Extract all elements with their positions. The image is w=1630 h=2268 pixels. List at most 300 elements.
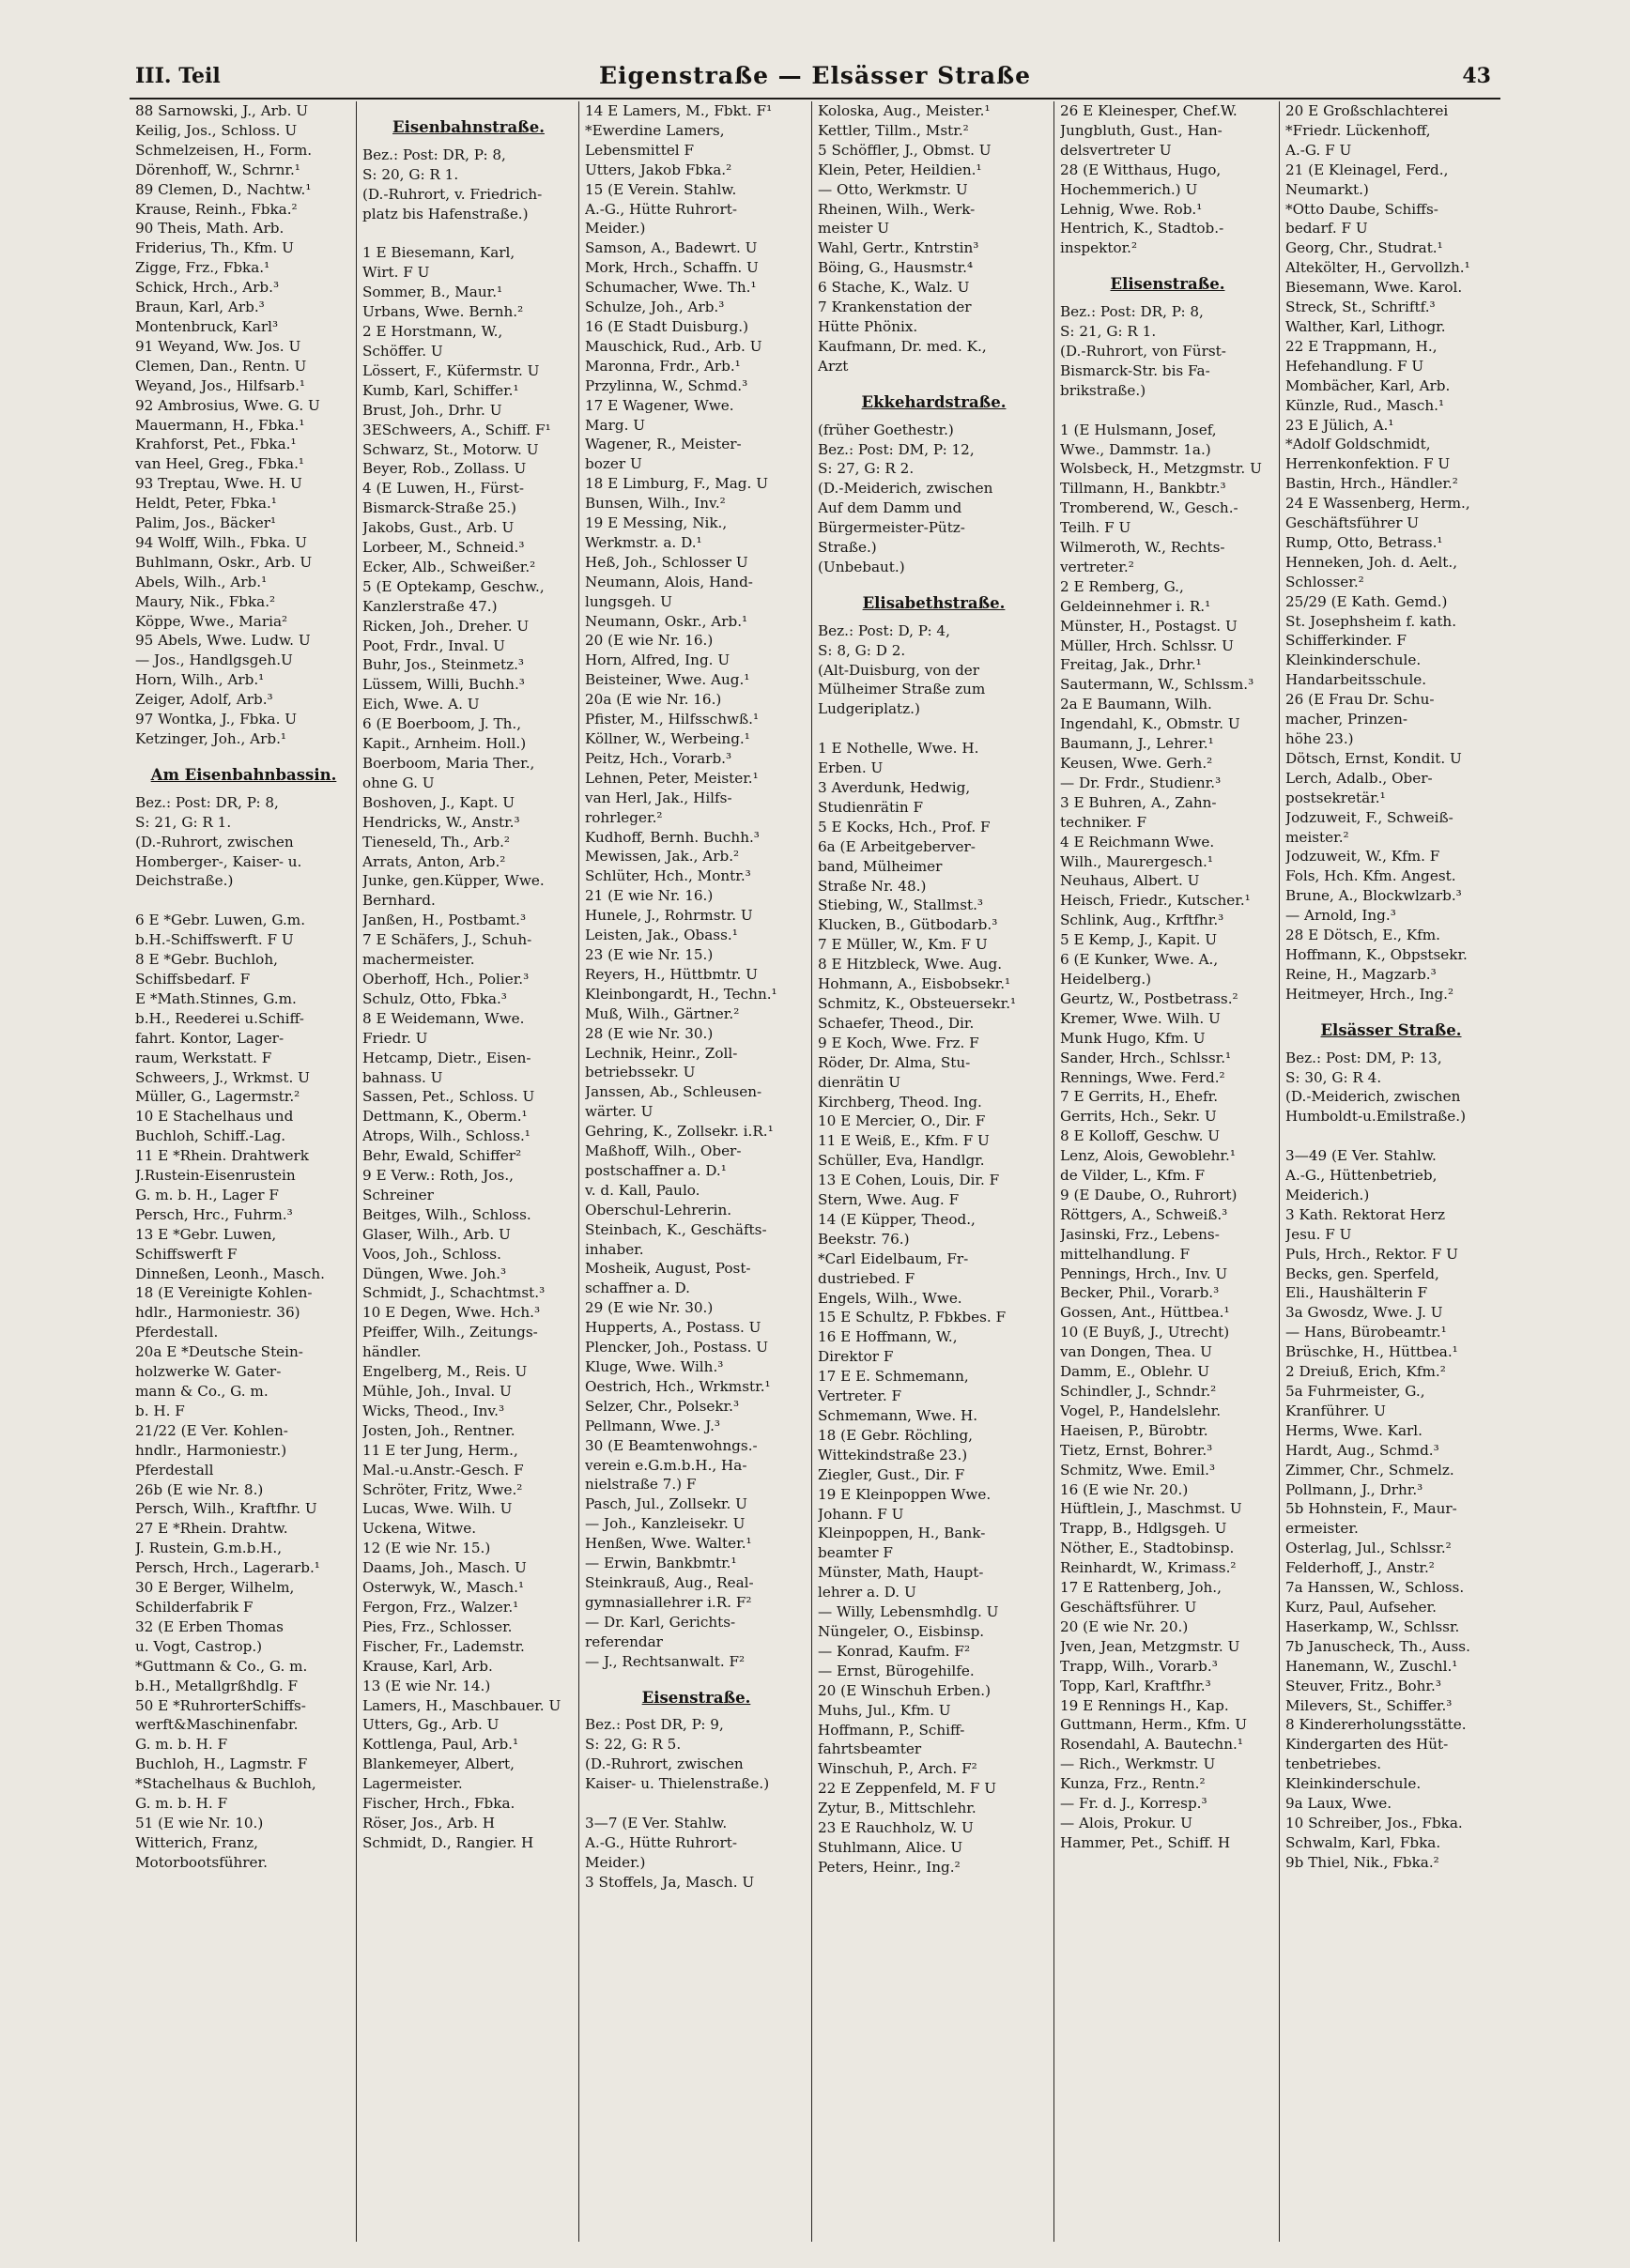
directory-entry: Sander, Hrch., Schlssr.¹ xyxy=(1060,1049,1232,1066)
directory-entry: postsekretär.¹ xyxy=(1285,789,1386,806)
directory-entry: beamter F xyxy=(818,1544,893,1562)
directory-entry: S: 21, G: R 1. xyxy=(1060,323,1157,341)
directory-entry: 3—7 (E Ver. Stahlw. xyxy=(585,1814,728,1831)
directory-entry: Geurtz, W., Postbetrass.² xyxy=(1060,989,1238,1007)
directory-entry: Kudhoff, Bernh. Buchh.³ xyxy=(585,828,760,846)
directory-entry: Voos, Joh., Schloss. xyxy=(362,1245,501,1263)
directory-entry xyxy=(135,891,352,911)
directory-entry: Kindergarten des Hüt- xyxy=(1285,1736,1449,1754)
directory-entry: inspektor.² xyxy=(1060,239,1138,257)
directory-entry: 4 E Reichmann Wwe. xyxy=(1060,833,1215,850)
directory-entry: A.-G. F U xyxy=(1285,141,1352,159)
directory-entry: Tieneseld, Th., Arb.² xyxy=(362,833,511,850)
directory-entry: Pfeiffer, Wilh., Zeitungs- xyxy=(362,1324,538,1341)
directory-entry: 7 E Gerrits, H., Ehefr. xyxy=(1060,1088,1219,1106)
directory-entry: 18 E Limburg, F., Mag. U xyxy=(585,475,768,493)
directory-entry: S: 30, G: R 4. xyxy=(1285,1068,1382,1086)
directory-entry: Oestrich, Hch., Wrkmstr.¹ xyxy=(585,1377,771,1395)
directory-entry: — Otto, Werkmstr. U xyxy=(818,180,968,198)
directory-entry: Friderius, Th., Kfm. U xyxy=(135,239,294,257)
directory-entry: — Hans, Bürobeamtr.¹ xyxy=(1285,1324,1447,1341)
directory-entry: Brust, Joh., Drhr. U xyxy=(362,401,502,419)
directory-entry: 19 E Kleinpoppen Wwe. xyxy=(818,1485,992,1503)
directory-entry: Klucken, B., Gütbodarb.³ xyxy=(818,916,998,934)
directory-entry: Lamers, H., Maschbauer. U xyxy=(362,1696,561,1714)
directory-entry: Kumb, Karl, Schiffer.¹ xyxy=(362,381,519,399)
directory-entry: 17 E Wagener, Wwe. xyxy=(585,396,734,414)
directory-entry xyxy=(1285,1126,1497,1146)
directory-entry: — Ernst, Bürogehilfe. xyxy=(818,1662,975,1679)
directory-entry: Dötsch, Ernst, Kondit. U xyxy=(1285,749,1462,767)
directory-entry: Osterlag, Jul., Schlssr.² xyxy=(1285,1540,1452,1557)
directory-entry: Buhr, Jos., Steinmetz.³ xyxy=(362,656,525,674)
directory-entry: 27 E *Rhein. Drahtw. xyxy=(135,1520,288,1538)
directory-entry: Trapp, Wilh., Vorarb.³ xyxy=(1060,1657,1218,1675)
directory-entry: J.Rustein-Eisenrustein xyxy=(135,1167,296,1185)
directory-entry: platz bis Hafenstraße.) xyxy=(362,205,529,222)
directory-entry: Bernhard. xyxy=(362,892,436,910)
directory-entry: 3 Averdunk, Hedwig, xyxy=(818,779,971,796)
directory-entry: 11 E Weiß, E., Kfm. F U xyxy=(818,1132,990,1150)
directory-entry: Köppe, Wwe., Maria² xyxy=(135,612,288,630)
directory-entry: 8 E Weidemann, Wwe. xyxy=(362,1009,525,1027)
directory-entry: Kaufmann, Dr. med. K., xyxy=(818,337,987,355)
directory-entry: 7a Hanssen, W., Schloss. xyxy=(1285,1579,1465,1597)
directory-entry: 20a (E wie Nr. 16.) xyxy=(585,691,722,709)
directory-entry: Sautermann, W., Schlssm.³ xyxy=(1060,676,1254,694)
directory-entry: Weyand, Jos., Hilfsarb.¹ xyxy=(135,376,305,394)
directory-entry: Bez.: Post: DM, P: 13, xyxy=(1285,1049,1442,1066)
directory-entry: 95 Abels, Wwe. Ludw. U xyxy=(135,632,311,650)
directory-entry: 93 Treptau, Wwe. H. U xyxy=(135,475,302,493)
directory-entry: Mauermann, H., Fbka.¹ xyxy=(135,416,305,434)
directory-entry: 21 (E wie Nr. 16.) xyxy=(585,887,714,905)
directory-entry: Schiffsbedarf. F xyxy=(135,970,251,988)
directory-entry: Maßhoff, Wilh., Ober- xyxy=(585,1142,742,1160)
directory-entry: rohrleger.² xyxy=(585,808,663,826)
directory-entry: Straße Nr. 48.) xyxy=(818,877,927,895)
directory-entry: Bez.: Post: DR, P: 8, xyxy=(135,793,279,811)
directory-entry: 9 E Koch, Wwe. Frz. F xyxy=(818,1034,979,1051)
directory-entry: Bez.: Post: DR, P: 8, xyxy=(1060,303,1204,321)
directory-entry: Freitag, Jak., Drhr.¹ xyxy=(1060,656,1202,674)
directory-entry: Hetcamp, Dietr., Eisen- xyxy=(362,1049,531,1066)
directory-entry: bozer U xyxy=(585,455,642,473)
directory-entry: Sommer, B., Maur.¹ xyxy=(362,284,503,301)
directory-entry: 19 E Rennings H., Kap. xyxy=(1060,1696,1229,1714)
directory-entry: Kottlenga, Paul, Arb.¹ xyxy=(362,1736,519,1754)
directory-entry: G. m. b. H., Lager F xyxy=(135,1186,279,1203)
directory-entry: 17 E Rattenberg, Joh., xyxy=(1060,1579,1222,1597)
directory-entry: S: 27, G: R 2. xyxy=(818,460,915,478)
directory-entry: Zeiger, Adolf, Arb.³ xyxy=(135,691,273,709)
directory-entry: Oberhoff, Hch., Polier.³ xyxy=(362,970,530,988)
street-heading: Elisabethstraße. xyxy=(862,593,1006,612)
directory-entry: — Dr. Karl, Gerichts- xyxy=(585,1613,736,1631)
directory-entry: — Willy, Lebensmhdlg. U xyxy=(818,1603,999,1621)
directory-entry: Bez.: Post: D, P: 4, xyxy=(818,621,950,639)
directory-entry: 7 E Schäfers, J., Schuh- xyxy=(362,931,532,949)
directory-entry: 5a Fuhrmeister, G., xyxy=(1285,1383,1425,1400)
column-4 xyxy=(812,101,1054,2242)
directory-entry: 20 (E Winschuh Erben.) xyxy=(818,1681,992,1699)
directory-entry: Schüller, Eva, Handlgr. xyxy=(818,1152,985,1170)
directory-entry: Milevers, St., Schiffer.³ xyxy=(1285,1696,1453,1714)
directory-entry: ohne G. U xyxy=(362,774,435,791)
directory-entry: Krause, Reinh., Fbka.² xyxy=(135,200,298,218)
directory-entry: Humboldt-u.Emilstraße.) xyxy=(1285,1108,1467,1126)
directory-entry: (D.-Ruhrort, zwischen xyxy=(585,1755,744,1773)
directory-entry: Kleinkinderschule. xyxy=(1285,1775,1422,1793)
directory-entry: (D.-Ruhrort, von Fürst- xyxy=(1060,342,1226,360)
directory-entry: Haserkamp, W., Schlssr. xyxy=(1285,1617,1460,1635)
directory-entry: Nüngeler, O., Eisbinsp. xyxy=(818,1622,985,1640)
directory-entry: Lechnik, Heinr., Zoll- xyxy=(585,1044,738,1062)
directory-entry: Schmelzeisen, H., Form. xyxy=(135,141,313,159)
directory-entry: Ziegler, Gust., Dir. F xyxy=(818,1465,965,1483)
directory-entry: E *Math.Stinnes, G.m. xyxy=(135,989,297,1007)
directory-entry: lehrer a. D. U xyxy=(818,1584,916,1601)
directory-entry: Bismarck-Straße 25.) xyxy=(362,499,516,517)
header-rule xyxy=(130,98,1500,100)
directory-entry: Walther, Karl, Lithogr. xyxy=(1285,317,1446,335)
directory-entry: Sassen, Pet., Schloss. U xyxy=(362,1088,535,1106)
directory-entry: (D.-Meiderich, zwischen xyxy=(1285,1088,1461,1106)
directory-entry: 21/22 (E Ver. Kohlen- xyxy=(135,1421,288,1439)
directory-entry: Reyers, H., Hüttbmtr. U xyxy=(585,965,758,983)
directory-entry: Stuhlmann, Alice. U xyxy=(818,1838,963,1856)
directory-entry: Jakobs, Gust., Arb. U xyxy=(362,519,515,537)
directory-entry: Kleinpoppen, H., Bank- xyxy=(818,1525,986,1542)
directory-entry: Meider.) xyxy=(585,1853,646,1871)
directory-entry: Wicks, Theod., Inv.³ xyxy=(362,1402,505,1419)
directory-entry: Kleinbongardt, H., Techn.¹ xyxy=(585,985,777,1003)
directory-entry: Muhs, Jul., Kfm. U xyxy=(818,1701,951,1719)
directory-entry: Winschuh, P., Arch. F² xyxy=(818,1760,977,1778)
directory-entry: Schaefer, Theod., Dir. xyxy=(818,1014,975,1032)
directory-entry: 6 E *Gebr. Luwen, G.m. xyxy=(135,912,306,929)
directory-entry: 3—49 (E Ver. Stahlw. xyxy=(1285,1147,1437,1165)
directory-entry: 94 Wolff, Wilh., Fbka. U xyxy=(135,533,307,551)
directory-entry: 18 (E Gebr. Röchling, xyxy=(818,1426,973,1444)
directory-entry: Vogel, P., Handelslehr. xyxy=(1060,1402,1222,1419)
directory-entry: 26 E Kleinesper, Chef.W. xyxy=(1060,102,1238,119)
directory-entry: v. d. Kall, Paulo. xyxy=(585,1181,700,1199)
directory-entry: Hochemmerich.) U xyxy=(1060,180,1198,198)
directory-entry: A.-G., Hüttenbetrieb, xyxy=(1285,1167,1438,1185)
directory-entry: schaffner a. D. xyxy=(585,1280,690,1297)
directory-entry: Kanzlerstraße 47.) xyxy=(362,597,498,615)
directory-entry: 2a E Baumann, Wilh. xyxy=(1060,696,1212,713)
directory-entry: Johann. F U xyxy=(818,1505,904,1523)
directory-entry: 16 (E Stadt Duisburg.) xyxy=(585,317,749,335)
directory-entry: Bürgermeister-Pütz- xyxy=(818,519,965,537)
directory-entry: Persch, Hrch., Lagerarb.¹ xyxy=(135,1559,320,1577)
directory-entry: G. m. b. H. F xyxy=(135,1795,228,1813)
column-3 xyxy=(579,101,812,2242)
directory-entry: Wagener, R., Meister- xyxy=(585,436,742,453)
directory-entry: Witterich, Franz, xyxy=(135,1833,258,1851)
directory-entry: Schwalm, Karl, Fbka. xyxy=(1285,1833,1441,1851)
directory-entry: Schulze, Joh., Arb.³ xyxy=(585,299,725,316)
directory-entry: Utters, Jakob Fbka.² xyxy=(585,161,732,178)
directory-entry: Haeisen, P., Bürobtr. xyxy=(1060,1421,1208,1439)
directory-entry: Stern, Wwe. Aug. F xyxy=(818,1191,960,1209)
directory-entry: Maury, Nik., Fbka.² xyxy=(135,592,276,610)
directory-entry: 20 (E wie Nr. 20.) xyxy=(1060,1617,1189,1635)
directory-entry: — Fr. d. J., Korresp.³ xyxy=(1060,1795,1207,1813)
directory-entry: 50 E *RuhrorterSchiffs- xyxy=(135,1696,306,1714)
directory-entry: Dörenhoff, W., Schrnr.¹ xyxy=(135,161,300,178)
directory-entry: Bunsen, Wilh., Inv.² xyxy=(585,495,726,513)
directory-entry: Herms, Wwe. Karl. xyxy=(1285,1421,1422,1439)
page-header xyxy=(130,54,1500,100)
directory-entry: Schmemann, Wwe. H. xyxy=(818,1407,978,1424)
directory-entry: Hammer, Pet., Schiff. H xyxy=(1060,1833,1231,1851)
directory-entry: Lössert, F., Küfermstr. U xyxy=(362,361,540,379)
directory-entry: 9 (E Daube, O., Ruhrort) xyxy=(1060,1186,1238,1203)
directory-entry: 8 E Kolloff, Geschw. U xyxy=(1060,1127,1221,1145)
directory-entry: Neumann, Oskr., Arb.¹ xyxy=(585,612,748,630)
directory-entry: Rosendahl, A. Bautechn.¹ xyxy=(1060,1736,1243,1754)
directory-entry: b.H.-Schiffswerft. F U xyxy=(135,931,294,949)
directory-entry: — Erwin, Bankbmtr.¹ xyxy=(585,1555,737,1572)
directory-entry: Fischer, Hrch., Fbka. xyxy=(362,1795,515,1813)
directory-entry: Mühle, Joh., Inval. U xyxy=(362,1383,512,1400)
directory-entry: Topp, Karl, Kraftfhr.³ xyxy=(1060,1677,1211,1694)
directory-entry: 10 E Degen, Wwe. Hch.³ xyxy=(362,1304,541,1322)
directory-entry: 10 Schreiber, Jos., Fbka. xyxy=(1285,1814,1463,1831)
directory-entry: Reinhardt, W., Krimass.² xyxy=(1060,1559,1237,1577)
directory-entry: wärter. U xyxy=(585,1103,654,1121)
column-5 xyxy=(1054,101,1280,2242)
directory-entry: Boerboom, Maria Ther., xyxy=(362,755,535,772)
directory-entry: Beitges, Wilh., Schloss. xyxy=(362,1205,531,1223)
directory-entry: *Otto Daube, Schiffs- xyxy=(1285,200,1438,218)
column-6 xyxy=(1280,101,1500,2242)
directory-entry: Georg, Chr., Studrat.¹ xyxy=(1285,239,1443,257)
directory-entry: G. m. b. H. F xyxy=(135,1736,228,1754)
directory-entry: 3 Stoffels, Ja, Masch. U xyxy=(585,1873,755,1891)
directory-entry: Becks, gen. Sperfeld, xyxy=(1285,1264,1439,1282)
directory-entry: Kremer, Wwe. Wilh. U xyxy=(1060,1009,1221,1027)
directory-entry: van Dongen, Thea. U xyxy=(1060,1343,1212,1361)
directory-entry: Schmitz, Wwe. Emil.³ xyxy=(1060,1461,1216,1479)
directory-entry: gymnasiallehrer i.R. F² xyxy=(585,1593,752,1611)
directory-entry: S: 22, G: R 5. xyxy=(585,1736,682,1754)
directory-entry: Müller, Hrch. Schlssr. U xyxy=(1060,636,1234,654)
directory-entry: Schlink, Aug., Krftfhr.³ xyxy=(1060,912,1224,929)
directory-entry: 10 (E Buyß, J., Utrecht) xyxy=(1060,1324,1230,1341)
directory-entry: 7b Januscheck, Th., Auss. xyxy=(1285,1637,1470,1655)
directory-entry: Oberschul-Lehrerin. xyxy=(585,1201,732,1218)
directory-entry: höhe 23.) xyxy=(1285,730,1354,747)
directory-entry: Nöther, E., Stadtobinsp. xyxy=(1060,1540,1235,1557)
directory-entry: Vertreter. F xyxy=(818,1387,902,1405)
directory-entry: Direktor F xyxy=(818,1348,894,1366)
directory-entry: Jodzuweit, W., Kfm. F xyxy=(1285,848,1440,866)
directory-entry: 6 Stache, K., Walz. U xyxy=(818,279,970,297)
directory-entry: Janssen, Ab., Schleusen- xyxy=(585,1083,762,1101)
directory-entry: Steinkrauß, Aug., Real- xyxy=(585,1573,754,1591)
directory-entry: Heß, Joh., Schlosser U xyxy=(585,553,748,571)
directory-entry: 19 E Messing, Nik., xyxy=(585,514,728,532)
directory-entry: 13 (E wie Nr. 14.) xyxy=(362,1677,491,1694)
directory-entry: 2 E Remberg, G., xyxy=(1060,577,1184,595)
directory-entry: — Arnold, Ing.³ xyxy=(1285,907,1396,925)
directory-entry: (D.-Ruhrort, zwischen xyxy=(135,833,294,850)
directory-entry: Behr, Ewald, Schiffer² xyxy=(362,1147,522,1165)
directory-entry: Röttgers, A., Schweiß.³ xyxy=(1060,1205,1228,1223)
directory-entry: Abels, Wilh., Arb.¹ xyxy=(135,573,268,590)
directory-entry: — Dr. Frdr., Studienr.³ xyxy=(1060,774,1222,791)
directory-entry: Münster, Math, Haupt- xyxy=(818,1564,984,1582)
directory-entry: Engels, Wilh., Wwe. xyxy=(818,1289,962,1307)
directory-entry: (D.-Ruhrort, v. Friedrich- xyxy=(362,185,543,203)
directory-entry: 1 E Biesemann, Karl, xyxy=(362,244,515,262)
directory-entry: Utters, Gg., Arb. U xyxy=(362,1716,500,1734)
directory-entry: Hunele, J., Rohrmstr. U xyxy=(585,907,753,925)
directory-entry: 9a Laux, Wwe. xyxy=(1285,1795,1392,1813)
directory-entry: 1 (E Hulsmann, Josef, xyxy=(1060,421,1217,438)
directory-entry: Baumann, J., Lehrer.¹ xyxy=(1060,735,1214,753)
directory-entry: *Ewerdine Lamers, xyxy=(585,121,725,139)
directory-entry: Bismarck-Str. bis Fa- xyxy=(1060,361,1210,379)
directory-entry: Hüftlein, J., Maschmst. U xyxy=(1060,1500,1242,1518)
directory-entry: Pennings, Hrch., Inv. U xyxy=(1060,1264,1228,1282)
directory-entry: Osterwyk, W., Masch.¹ xyxy=(362,1579,525,1597)
directory-entry: Köllner, W., Werbeing.¹ xyxy=(585,730,750,747)
directory-entry: Werkmstr. a. D.¹ xyxy=(585,533,702,551)
directory-entry: 32 (E Erben Thomas xyxy=(135,1617,284,1635)
directory-entry: Kapit., Arnheim. Holl.) xyxy=(362,735,527,753)
section-label: III. Teil xyxy=(135,64,221,88)
directory-entry: — Jos., Handlgsgeh.U xyxy=(135,651,293,669)
directory-entry: Neumarkt.) xyxy=(1285,180,1369,198)
directory-entry: 92 Ambrosius, Wwe. G. U xyxy=(135,396,320,414)
directory-entry: Boshoven, J., Kapt. U xyxy=(362,793,515,811)
directory-entry: Mauschick, Rud., Arb. U xyxy=(585,337,762,355)
directory-entry: Buchloh, H., Lagmstr. F xyxy=(135,1755,308,1773)
directory-entry: Lorbeer, M., Schneid.³ xyxy=(362,539,525,557)
directory-entry: Koloska, Aug., Meister.¹ xyxy=(818,102,991,119)
directory-entry: Ricken, Joh., Dreher. U xyxy=(362,617,530,635)
directory-entry: delsvertreter U xyxy=(1060,141,1172,159)
directory-entry: Zimmer, Chr., Schmelz. xyxy=(1285,1461,1454,1479)
directory-entry: 21 (E Kleinagel, Ferd., xyxy=(1285,161,1449,178)
directory-entry: Beisteiner, Wwe. Aug.¹ xyxy=(585,671,750,689)
directory-entry: Rheinen, Wilh., Werk- xyxy=(818,200,976,218)
directory-entry: Persch, Hrc., Fuhrm.³ xyxy=(135,1205,293,1223)
directory-entry: van Herl, Jak., Hilfs- xyxy=(585,789,732,806)
directory-entry: *Friedr. Lückenhoff, xyxy=(1285,121,1431,139)
directory-entry: Marg. U xyxy=(585,416,646,434)
directory-entry: Jesu. F U xyxy=(1285,1225,1352,1243)
directory-entry: ermeister. xyxy=(1285,1520,1359,1538)
directory-entry: Ingendahl, K., Obmstr. U xyxy=(1060,715,1240,733)
directory-entry: (früher Goethestr.) xyxy=(818,421,954,438)
directory-entry: Geldeinnehmer i. R.¹ xyxy=(1060,597,1211,615)
directory-entry: macher, Prinzen- xyxy=(1285,711,1407,728)
street-heading: Elisenstraße. xyxy=(1110,275,1225,294)
directory-entry: Lagermeister. xyxy=(362,1775,463,1793)
directory-entry: (Unbebaut.) xyxy=(818,558,905,575)
directory-entry: Schmidt, D., Rangier. H xyxy=(362,1833,534,1851)
directory-entry: Teilh. F U xyxy=(1060,519,1131,537)
directory-entry: meister.² xyxy=(1285,828,1349,846)
directory-entry: Deichstraße.) xyxy=(135,872,234,890)
directory-entry: 5 E Kemp, J., Kapit. U xyxy=(1060,931,1218,949)
street-heading: Am Eisenbahnbassin. xyxy=(150,765,337,784)
directory-entry xyxy=(818,719,1050,739)
directory-entry: Schöffer. U xyxy=(362,342,443,360)
directory-entry: 3a Gwosdz, Wwe. J. U xyxy=(1285,1304,1443,1322)
directory-entry: 97 Wontka, J., Fbka. U xyxy=(135,711,298,728)
directory-entry: Herrenkonfektion. F U xyxy=(1285,455,1451,473)
directory-entry: Jven, Jean, Metzgmstr. U xyxy=(1060,1637,1240,1655)
directory-entry: — Joh., Kanzleisekr. U xyxy=(585,1515,746,1533)
directory-entry: Brune, A., Blockwlzarb.³ xyxy=(1285,887,1462,905)
directory-entry: 7 Krankenstation der xyxy=(818,299,972,316)
directory-entry: Bez.: Post: DM, P: 12, xyxy=(818,440,975,458)
directory-entry: 13 E Cohen, Louis, Dir. F xyxy=(818,1172,1000,1189)
directory-entry: Meider.) xyxy=(585,220,646,238)
directory-entry: 8 E *Gebr. Buchloh, xyxy=(135,951,278,969)
directory-entry: Tietz, Ernst, Bohrer.³ xyxy=(1060,1441,1213,1459)
directory-entry: Kurz, Paul, Aufseher. xyxy=(1285,1598,1437,1616)
directory-entry: bahnass. U xyxy=(362,1068,443,1086)
directory-entry: hndlr., Harmoniestr.) xyxy=(135,1441,287,1459)
directory-entry: Handarbeitsschule. xyxy=(1285,671,1427,689)
directory-entry: Przylinna, W., Schmd.³ xyxy=(585,376,748,394)
directory-entry: Plencker, Joh., Postass. U xyxy=(585,1339,769,1356)
directory-entry: Schulz, Otto, Fbka.³ xyxy=(362,989,507,1007)
street-heading: Ekkehardstraße. xyxy=(861,392,1007,411)
directory-entry: Fergon, Frz., Walzer.¹ xyxy=(362,1598,519,1616)
directory-entry: Wittekindstraße 23.) xyxy=(818,1446,968,1463)
directory-entry: 8 Kindererholungsstätte. xyxy=(1285,1716,1467,1734)
directory-entry: lungsgeh. U xyxy=(585,592,672,610)
directory-entry: Eli., Haushälterin F xyxy=(1285,1284,1428,1302)
directory-entry: Wolsbeck, H., Metzgmstr. U xyxy=(1060,460,1262,478)
directory-entry: Gehring, K., Zollsekr. i.R.¹ xyxy=(585,1123,774,1141)
directory-entry: Kirchberg, Theod. Ing. xyxy=(818,1093,982,1111)
directory-entry: 22 E Trappmann, H., xyxy=(1285,337,1438,355)
directory-entry: Hefehandlung. F U xyxy=(1285,357,1424,375)
directory-entry: 4 (E Luwen, H., Fürst- xyxy=(362,480,524,498)
directory-entry: Poot, Frdr., Inval. U xyxy=(362,636,505,654)
directory-entry: Henßen, Wwe. Walter.¹ xyxy=(585,1535,752,1553)
directory-entry xyxy=(1060,401,1275,421)
column-1 xyxy=(130,101,357,2242)
directory-entry: holzwerke W. Gater- xyxy=(135,1363,282,1381)
directory-entry: 6a (E Arbeitgeberver- xyxy=(818,837,976,855)
directory-entry: u. Vogt, Castrop.) xyxy=(135,1637,263,1655)
directory-entry: Kunza, Frz., Rentn.² xyxy=(1060,1775,1206,1793)
directory-entry: 26 (E Frau Dr. Schu- xyxy=(1285,691,1435,709)
directory-entry: Engelberg, M., Reis. U xyxy=(362,1363,528,1381)
directory-entry: Horn, Wilh., Arb.¹ xyxy=(135,671,265,689)
directory-entry: 7 E Müller, W., Km. F U xyxy=(818,936,988,954)
directory-entry: Lerch, Adalb., Ober- xyxy=(1285,769,1433,787)
directory-entry: 16 (E wie Nr. 20.) xyxy=(1060,1480,1189,1498)
directory-entry: Münster, H., Postagst. U xyxy=(1060,617,1238,635)
directory-entry: S: 8, G: D 2. xyxy=(818,641,906,659)
directory-entry: 15 (E Verein. Stahlw. xyxy=(585,180,737,198)
directory-entry: Leisten, Jak., Obass.¹ xyxy=(585,927,738,944)
directory-entry: Pferdestall. xyxy=(135,1324,219,1341)
directory-entry: 10 E Mercier, O., Dir. F xyxy=(818,1112,986,1130)
